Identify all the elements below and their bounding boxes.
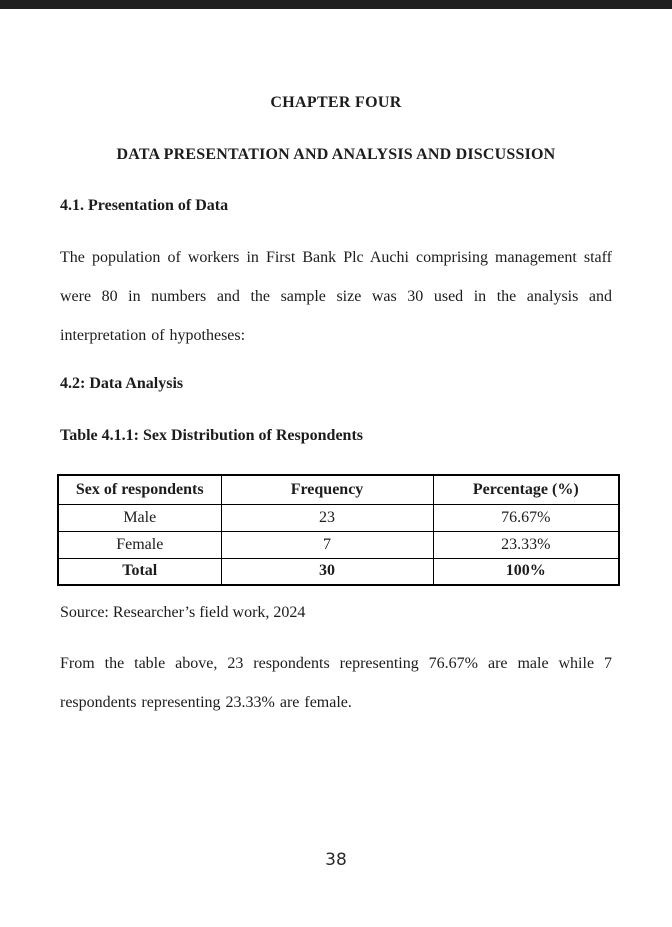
section-heading-4-1: 4.1. Presentation of Data bbox=[60, 197, 229, 214]
paragraph-line: The population of workers in First Bank Plc Auchi comprising management staff bbox=[60, 249, 612, 266]
source-note: Source: Researcher’s field work, 2024 bbox=[60, 604, 306, 621]
top-black-bar bbox=[0, 0, 672, 9]
table-header-row bbox=[58, 475, 619, 504]
table-cell: Total bbox=[58, 558, 221, 585]
paragraph-population bbox=[60, 249, 612, 366]
table-cell: 100% bbox=[433, 558, 619, 585]
paragraph-line: From the table above, 23 respondents representing 76.67% are male while 7 bbox=[60, 655, 612, 672]
paragraph-line: interpretation of hypotheses: bbox=[60, 327, 246, 344]
paragraph-line: respondents representing 23.33% are female. bbox=[60, 694, 352, 711]
document-page bbox=[0, 95, 672, 869]
table-caption: Table 4.1.1: Sex Distribution of Respondents bbox=[60, 427, 364, 444]
table-row bbox=[58, 531, 619, 558]
page-title: DATA PRESENTATION AND ANALYSIS AND DISCUSSION bbox=[116, 146, 556, 163]
table-total-row bbox=[58, 558, 619, 585]
table-cell: 30 bbox=[221, 558, 433, 585]
table-cell: 7 bbox=[221, 531, 433, 558]
paragraph-line: were 80 in numbers and the sample size was 30 used in the analysis and bbox=[60, 288, 612, 305]
table-header-cell: Frequency bbox=[221, 475, 433, 504]
table-row bbox=[58, 504, 619, 531]
table-cell: 23 bbox=[221, 504, 433, 531]
sex-distribution-table bbox=[57, 474, 620, 586]
table-cell: 76.67% bbox=[433, 504, 619, 531]
page-number: 38 bbox=[325, 850, 347, 870]
table-cell: Female bbox=[58, 531, 221, 558]
table-cell: 23.33% bbox=[433, 531, 619, 558]
table-cell: Male bbox=[58, 504, 221, 531]
table-header-cell: Percentage (%) bbox=[433, 475, 619, 504]
chapter-heading: CHAPTER FOUR bbox=[270, 94, 402, 111]
paragraph-interpretation bbox=[60, 655, 612, 733]
table-header-cell: Sex of respondents bbox=[58, 475, 221, 504]
section-heading-4-2: 4.2: Data Analysis bbox=[60, 375, 184, 392]
